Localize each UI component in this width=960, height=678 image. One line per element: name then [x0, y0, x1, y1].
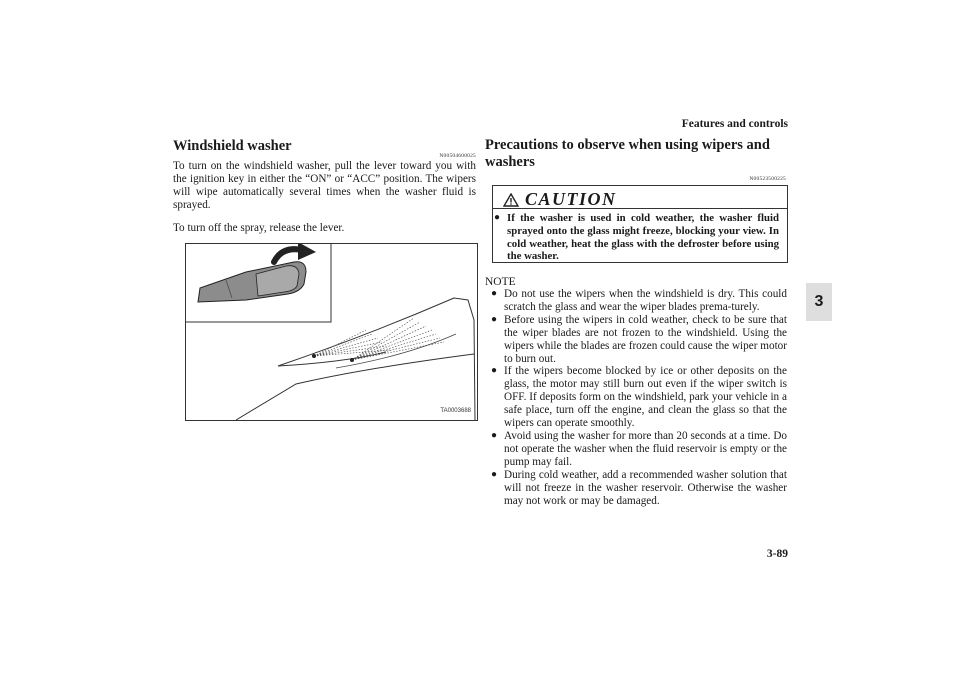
bullet-icon: ● — [491, 288, 498, 299]
list-item: ● During cold weather, add a recommended washer solution that will not freeze in the washer reservoir. Otherwise the washer may not work or may be damaged. — [491, 468, 787, 507]
bullet-icon: ● — [491, 468, 498, 480]
note-list — [491, 288, 787, 507]
page-number: 3-89 — [766, 548, 788, 560]
caution-box — [492, 185, 788, 263]
washer-diagram-image — [186, 244, 477, 420]
list-item: ● If the wipers become blocked by ice or other deposits on the glass, the motor may still burn out even if the wiper switch is OFF. If deposits form on the windshield, park your vehicle in a safe place, turn off the engine, and clean the glass so that the wipers can operate smoothly. — [491, 365, 787, 430]
figure-code: TA0003688 — [440, 408, 471, 414]
list-item: ● Avoid using the washer for more than 20 seconds at a time. Do not operate the washer when the fluid reservoir is empty or the pump may fail. — [491, 429, 787, 468]
section-code: N00504600025 — [439, 153, 476, 159]
section-code: N00523500225 — [749, 176, 786, 182]
section-title-windshield-washer: Windshield washer — [173, 138, 292, 154]
caution-text: ● If the washer is used in cold weather, the washer fluid sprayed onto the glass might freeze, blocking your view. In cold weather, heat the glass with the defroster before using the washer. — [494, 212, 779, 263]
section-title-precautions: Precautions to observe when using wipers and washers — [485, 137, 770, 170]
paragraph: To turn off the spray, release the lever. — [173, 222, 345, 234]
bullet-icon: ● — [494, 212, 501, 223]
bullet-icon: ● — [491, 313, 498, 325]
chapter-tab: 3 — [806, 283, 832, 321]
bullet-icon: ● — [491, 429, 498, 441]
note-label: NOTE — [485, 276, 516, 288]
list-item: ● Before using the wipers in cold weather, check to be sure that the wiper blades are not frozen to the windshield. Using the wipers while the blades are frozen could cause the wiper motor to burn out. — [491, 313, 787, 365]
wiper-lever-illustration — [185, 243, 478, 421]
running-header: Features and controls — [681, 118, 788, 130]
caution-label: CAUTION — [525, 189, 617, 209]
bullet-icon: ● — [491, 365, 498, 377]
divider — [493, 208, 787, 209]
paragraph: To turn on the windshield washer, pull the lever toward you with the ignition key in either the “ON” or “ACC” position. The wipers will wipe automatically several times when the washer fluid is sprayed. — [173, 160, 476, 211]
list-item: ● Do not use the wipers when the windshield is dry. This could scratch the glass and wear the wiper blades prema-turely. — [491, 288, 787, 313]
warning-triangle-icon — [503, 193, 519, 207]
